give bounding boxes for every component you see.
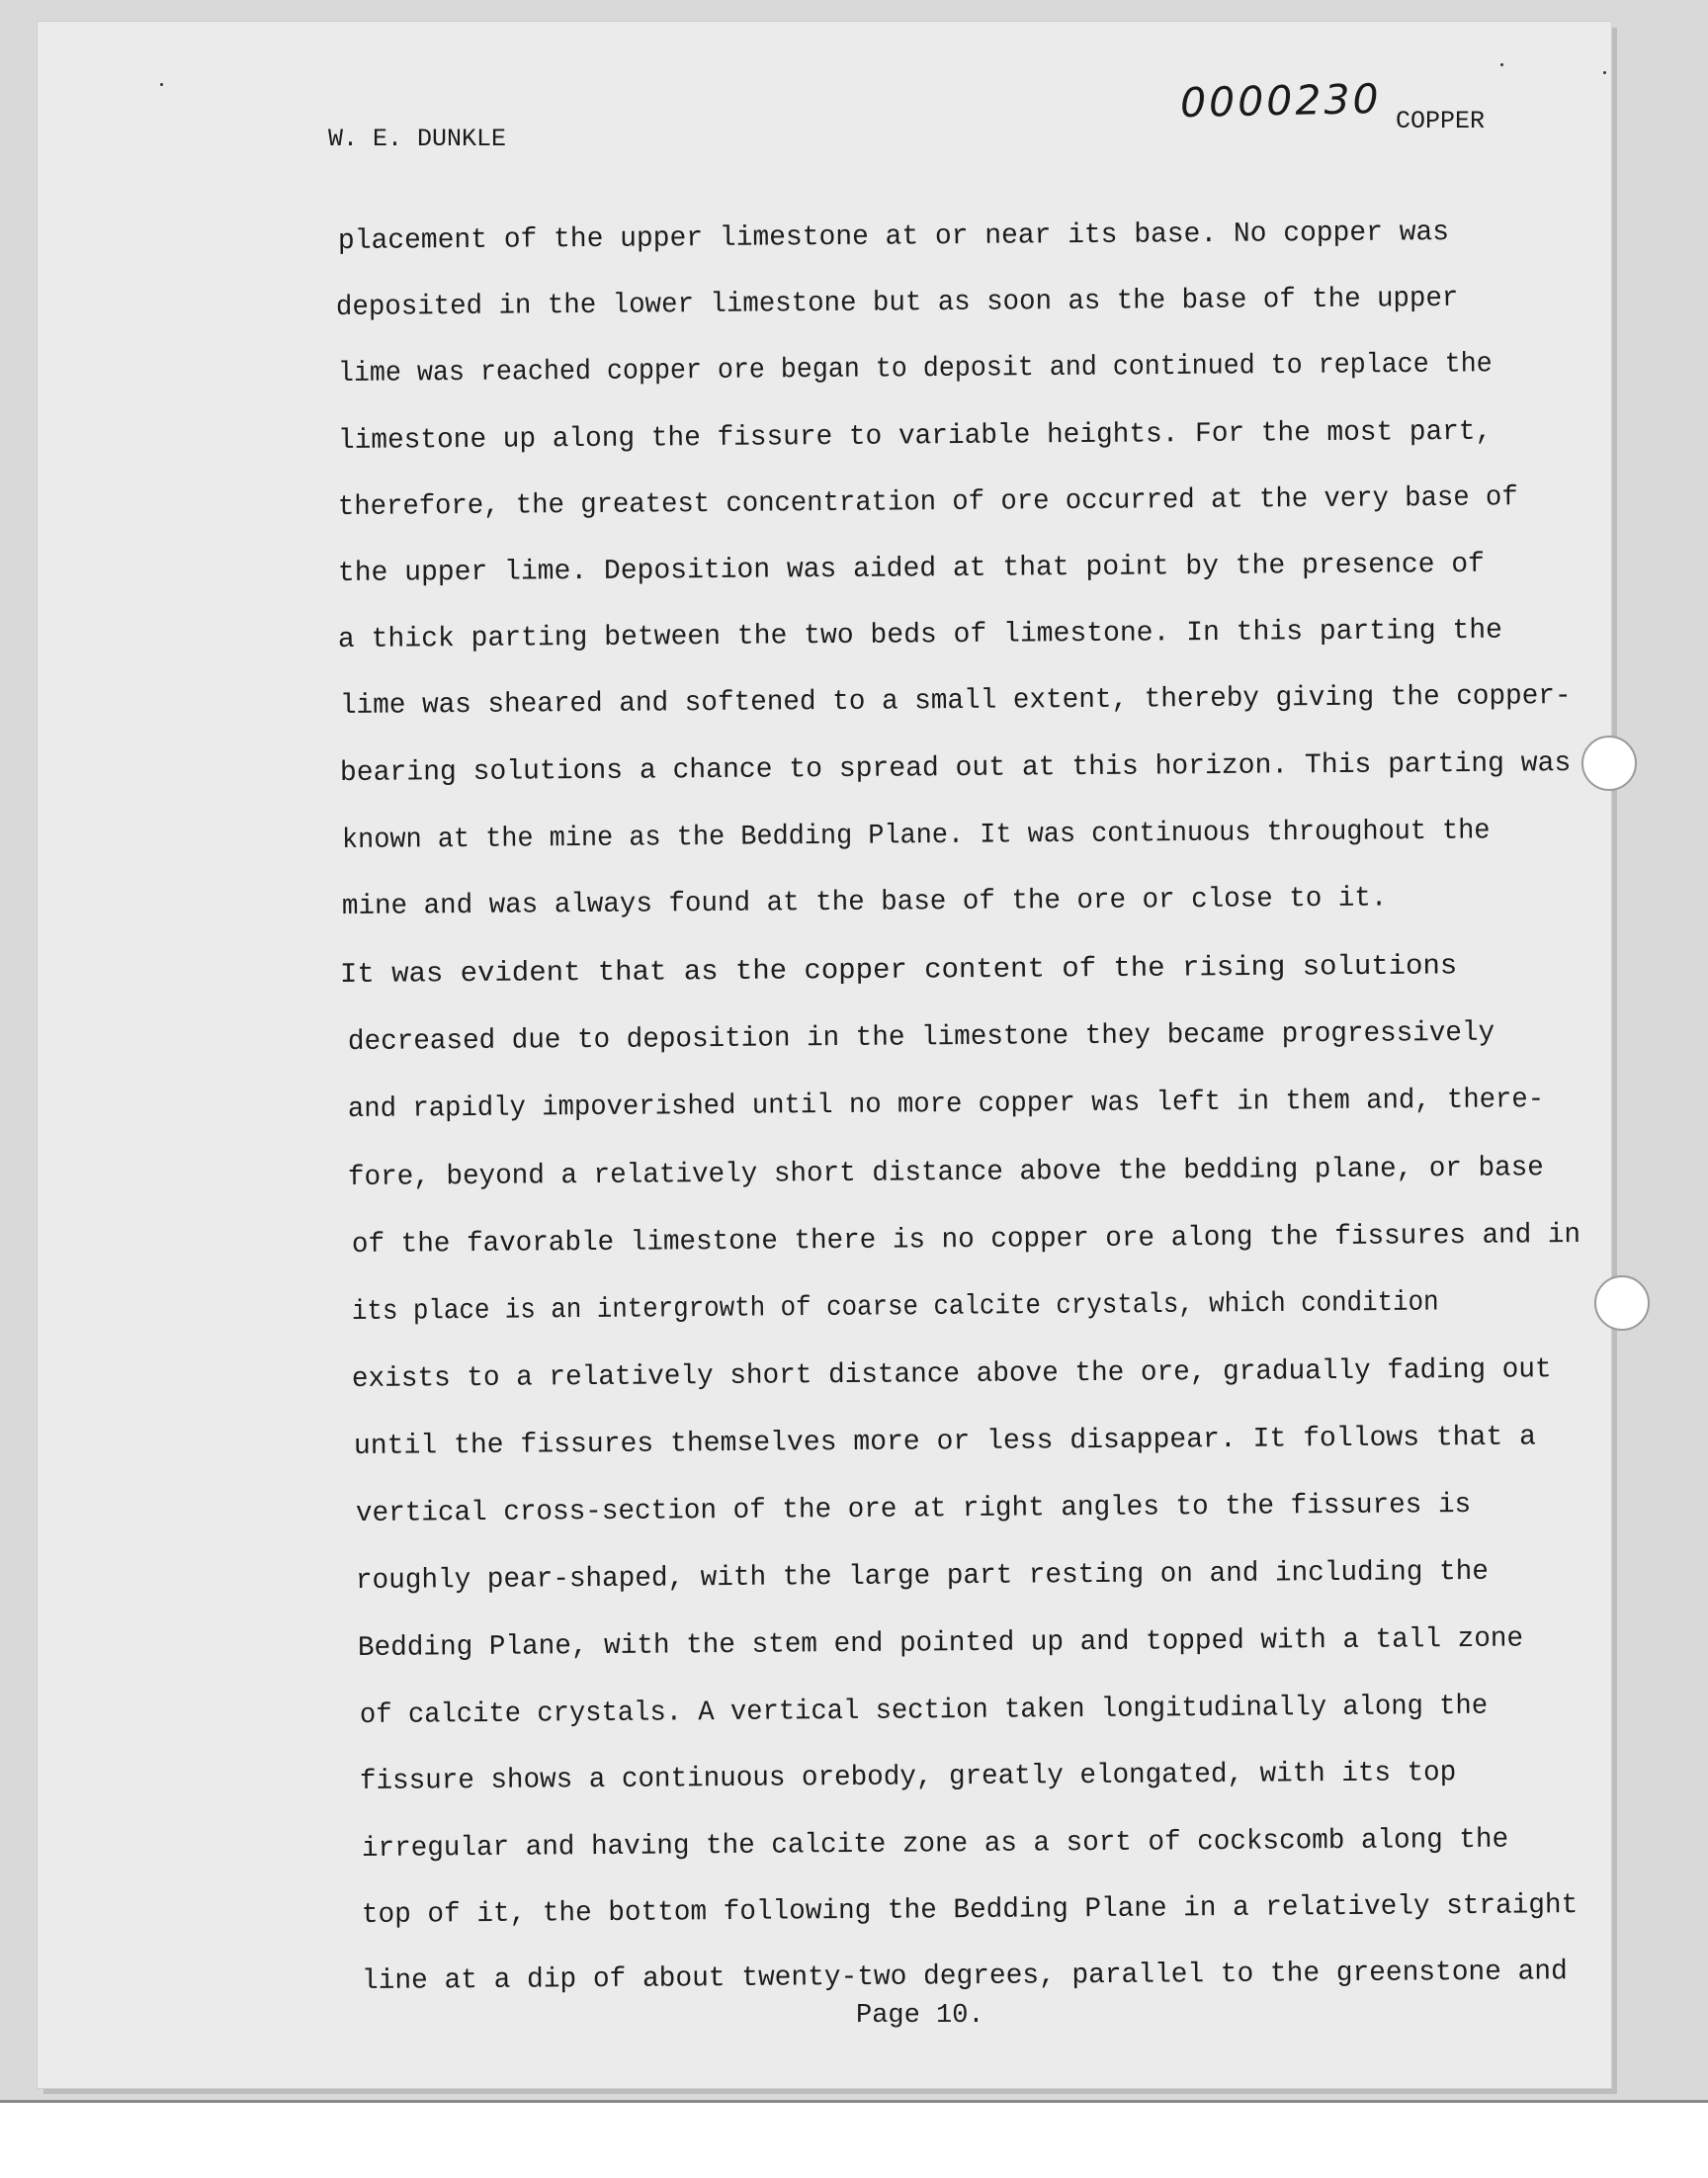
body-line: fissure shows a continuous orebody, greatly elongated, with its top [359, 1757, 1457, 1797]
body-line: exists to a relatively short distance above the ore, gradually fading out [351, 1353, 1552, 1395]
page-number: Page 10. [856, 2001, 984, 2031]
body-line: its place is an intergrowth of coarse calcite crystals, which condition [351, 1286, 1439, 1328]
body-line: line at a dip of about twenty-two degrees, parallel to the greenstone and [361, 1956, 1568, 1997]
scan-bottom-margin [0, 2100, 1708, 2178]
author-heading: W. E. DUNKLE [328, 125, 507, 153]
body-line: decreased due to deposition in the limestone they became progressively [347, 1016, 1495, 1058]
body-line: of calcite crystals. A vertical section taken longitudinally along the [359, 1690, 1489, 1731]
body-line: and rapidly impoverished until no more copper was left in them and, there- [347, 1084, 1545, 1125]
body-line: Bedding Plane, with the stem end pointed up and topped with a tall zone [357, 1622, 1524, 1664]
body-line: known at the mine as the Bedding Plane. It was continuous throughout the [341, 815, 1491, 856]
body-line: lime was reached copper ore began to deposit and continued to replace the [337, 348, 1493, 390]
body-line: a thick parting between the two beds of limestone. In this parting the [337, 614, 1503, 655]
document-number: 0000230 [1179, 74, 1383, 128]
body-line: roughly pear-shaped, with the large part resting on and including the [355, 1555, 1489, 1597]
body-line: limestone up along the fissure to variable heights. For the most part, [337, 415, 1493, 457]
body-line: until the fissures themselves more or less disappear. It follows that a [353, 1421, 1537, 1462]
body-line: of the favorable limestone there is no copper ore along the fissures and in [351, 1218, 1581, 1261]
body-line: top of it, the bottom following the Bedding Plane in a relatively straight [361, 1889, 1579, 1931]
body-line: mine and was always found at the base of the ore or close to it. [341, 882, 1388, 922]
body-line: therefore, the greatest concentration of ore occurred at the very base of [337, 481, 1518, 523]
subject-heading: COPPER [1396, 107, 1486, 135]
body-line: bearing solutions a chance to spread out at this horizon. This parting was [339, 747, 1572, 789]
body-line: deposited in the lower limestone but as soon as the base of the upper [335, 282, 1459, 323]
body-line: It was evident that as the copper content of the rising solutions [339, 950, 1458, 991]
body-line: lime was sheared and softened to a small extent, thereby giving the copper- [339, 679, 1572, 722]
body-line: fore, beyond a relatively short distance above the bedding plane, or base [347, 1152, 1544, 1193]
body-line: the upper lime. Deposition was aided at that point by the presence of [337, 548, 1486, 589]
body-line: placement of the upper limestone at or near its base. No copper was [337, 217, 1450, 257]
body-line: irregular and having the calcite zone as a sort of cockscomb along the [361, 1823, 1509, 1865]
body-line: vertical cross-section of the ore at right angles to the fissures is [355, 1488, 1472, 1529]
